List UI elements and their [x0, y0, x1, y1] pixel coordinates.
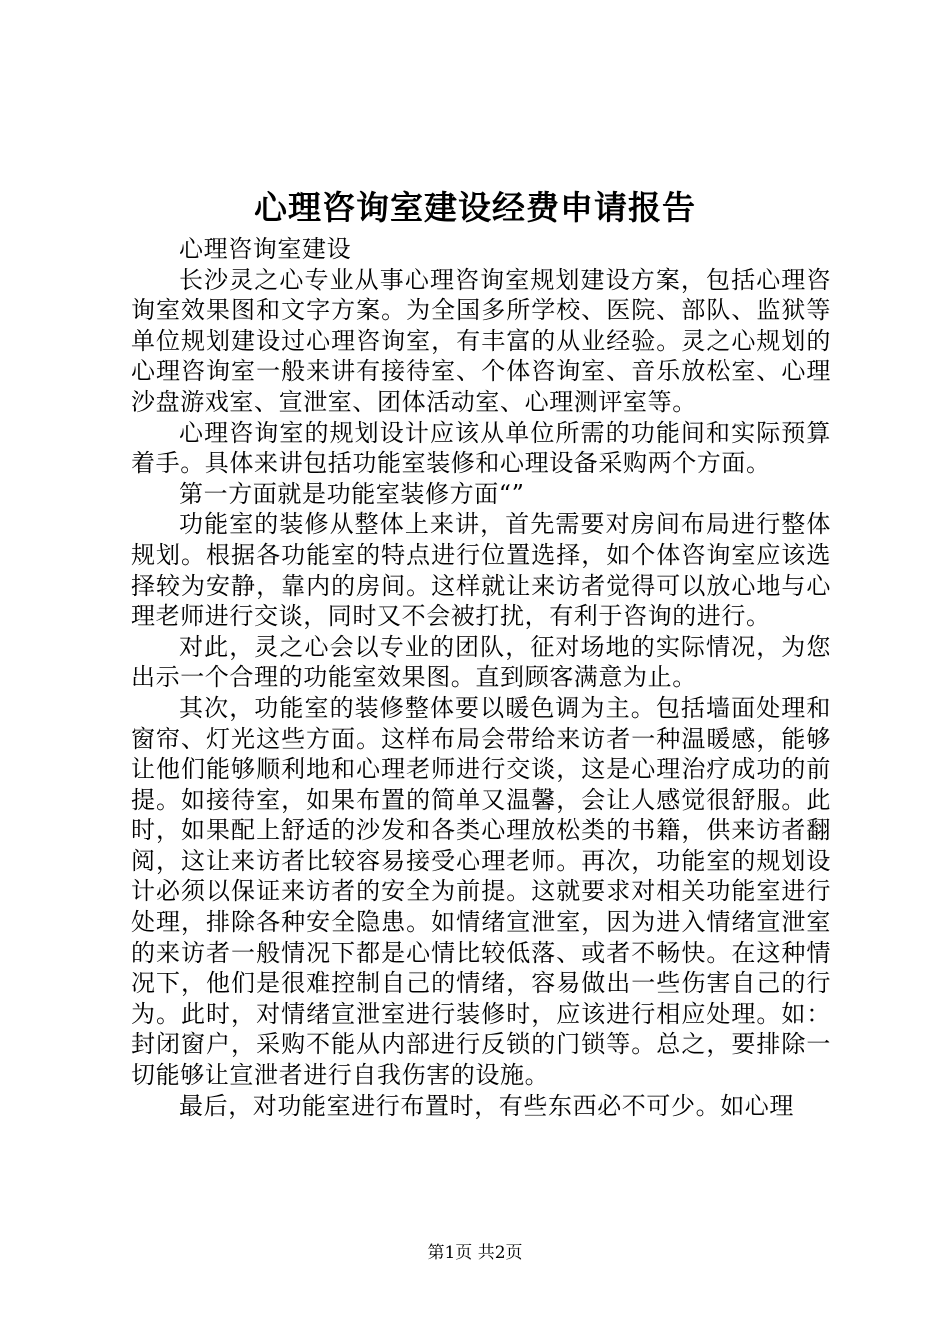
paragraph: 长沙灵之心专业从事心理咨询室规划建设方案，包括心理咨询室效果图和文字方案。为全国多所学校、医院、部队、监狱等单位规划建设过心理咨询室，有丰富的从业经验。灵之心规划的心理咨询室一般来讲有接待室、个体咨询室、音乐放松室、心理沙盘游戏室、宣泄室、团体活动室、心理测评室等。 [131, 265, 831, 416]
document-body [131, 234, 831, 1121]
paragraph: 最后，对功能室进行布置时，有些东西必不可少。如心理 [179, 1091, 794, 1120]
paragraph: 对此，灵之心会以专业的团队，征对场地的实际情况，为您出示一个合理的功能室效果图。直到顾客满意为止。 [131, 632, 831, 692]
paragraph: 心理咨询室建设 [179, 235, 352, 263]
paragraph: 其次，功能室的装修整体要以暖色调为主。包括墙面处理和窗帘、灯光这些方面。这样布局会带给来访者一种温暖感，能够让他们能够顺利地和心理老师进行交谈，这是心理治疗成功的前提。如接待室，如果布置的简单又温馨，会让人感觉很舒服。此时，如果配上舒适的沙发和各类心理放松类的书籍，供来访者翻阅，这让来访者比较容易接受心理老师。再次，功能室的规划设计必须以保证来访者的安全为前提。这就要求对相关功能室进行处理，排除各种安全隐患。如情绪宣泄室，因为进入情绪宣泄室的来访者一般情况下都是心情比较低落、或者不畅快。在这种情况下，他们是很难控制自己的情绪，容易做出一些伤害自己的行为。此时，对情绪宣泄室进行装修时，应该进行相应处理。如：封闭窗户，采购不能从内部进行反锁的门锁等。总之，要排除一切能够让宣泄者进行自我伤害的设施。 [131, 693, 831, 1090]
paragraph: 第一方面就是功能室装修方面“” [179, 479, 525, 508]
paragraph: 功能室的装修从整体上来讲，首先需要对房间布局进行整体规划。根据各功能室的特点进行位置选择，如个体咨询室应该选择较为安静，靠内的房间。这样就让来访者觉得可以放心地与心理老师进行交谈，同时又不会被打扰，有利于咨询的进行。 [131, 510, 831, 631]
document-title: 心理咨询室建设经费申请报告 [254, 188, 696, 227]
page-footer: 第1页 共2页 [427, 1243, 523, 1263]
paragraph: 心理咨询室的规划设计应该从单位所需的功能间和实际预算着手。具体来讲包括功能室装修和心理设备采购两个方面。 [131, 418, 831, 478]
